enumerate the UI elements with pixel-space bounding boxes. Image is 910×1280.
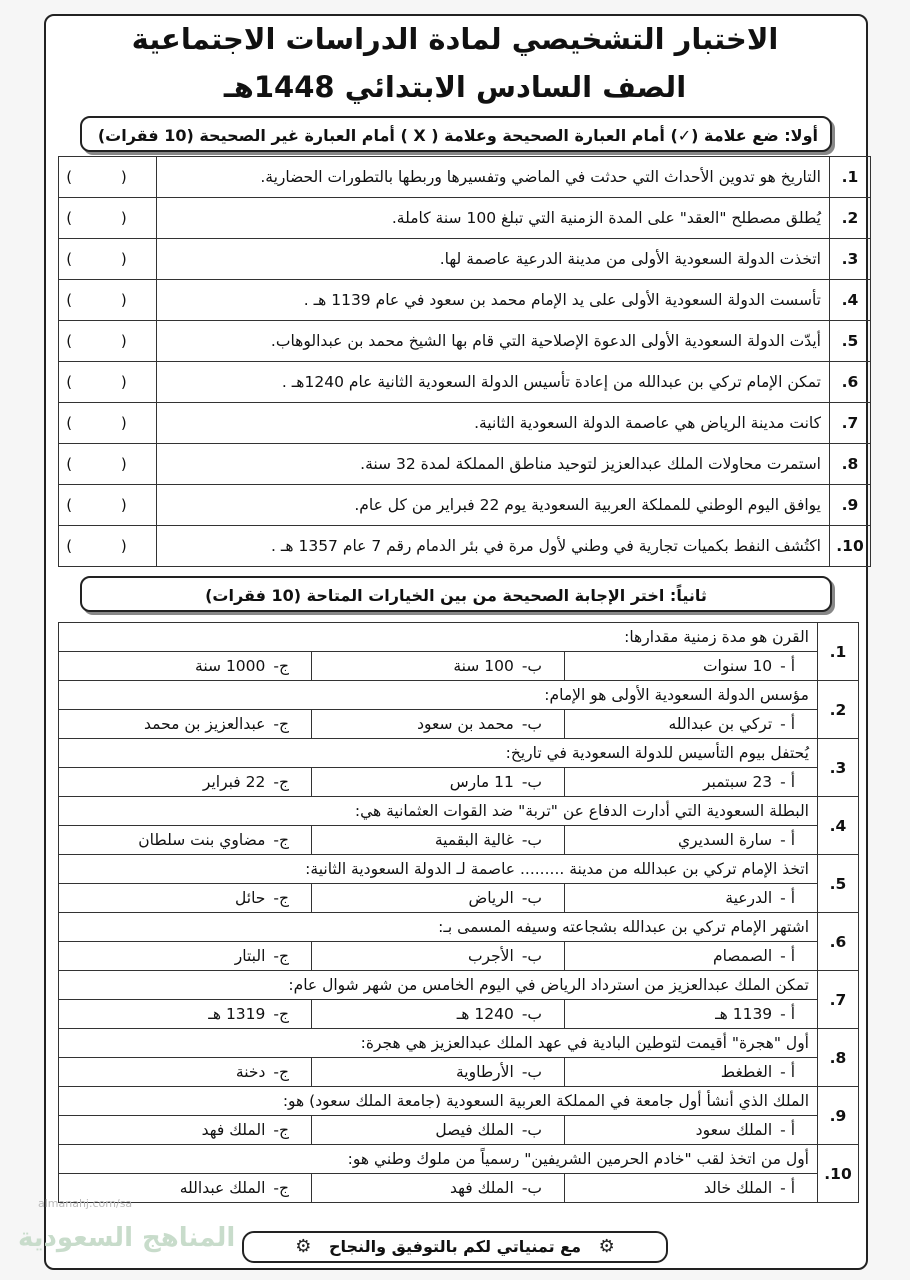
question-row: [59, 681, 859, 710]
question-row: [59, 1029, 859, 1058]
options-row: [59, 942, 859, 971]
option-text: 23 سبتمبر: [702, 773, 773, 791]
gear-icon: ⚙: [295, 1236, 312, 1257]
statement-row: [59, 157, 871, 198]
statement-row: [59, 239, 871, 280]
option-letter: ج-: [273, 1121, 289, 1139]
options-row: [59, 826, 859, 855]
section1-heading: أولا: ضع علامة (✓) أمام العبارة الصحيحة وعلامة ( X ) أمام العبارة غير الصحيحة (10 فقرات): [80, 116, 832, 152]
option-letter: ج-: [273, 947, 289, 965]
option-text: 100 سنة: [453, 657, 514, 675]
option-text: البتار: [234, 947, 266, 965]
answer-option[interactable]: [312, 652, 565, 681]
statement-text: أيدّت الدولة السعودية الأولى الدعوة الإصلاحية التي قام بها الشيخ محمد بن عبدالوهاب.: [157, 321, 830, 362]
answer-option[interactable]: [565, 768, 818, 797]
option-letter: أ -: [780, 831, 795, 849]
question-text: مؤسس الدولة السعودية الأولى هو الإمام:: [59, 681, 818, 710]
option-text: 1000 سنة: [195, 657, 266, 675]
question-number: 9.: [818, 1087, 859, 1145]
option-text: 10 سنوات: [702, 657, 773, 675]
options-row: [59, 1000, 859, 1029]
watermark-brand: المناهج السعودية: [18, 1223, 236, 1253]
statement-row: [59, 321, 871, 362]
option-letter: ب-: [521, 947, 542, 965]
answer-option[interactable]: [565, 1058, 818, 1087]
options-row: [59, 768, 859, 797]
option-text: الأجرب: [467, 947, 514, 965]
option-letter: ب-: [521, 773, 542, 791]
question-text: تمكن الملك عبدالعزيز من استرداد الرياض في اليوم الخامس من شهر شوال عام:: [59, 971, 818, 1000]
question-row: [59, 739, 859, 768]
answer-option[interactable]: [565, 826, 818, 855]
option-text: الملك سعود: [695, 1121, 773, 1139]
option-letter: أ -: [780, 715, 795, 733]
footer-banner: [242, 1231, 668, 1263]
option-text: حائل: [235, 889, 266, 907]
statement-number: 7.: [830, 403, 871, 444]
answer-option[interactable]: [312, 1058, 565, 1087]
statement-text: يُطلق مصطلح "العقد" على المدة الزمنية التي تبلغ 100 سنة كاملة.: [157, 198, 830, 239]
option-text: الملك فيصل: [435, 1121, 514, 1139]
question-row: [59, 971, 859, 1000]
option-letter: ج-: [273, 657, 289, 675]
question-number: 6.: [818, 913, 859, 971]
statement-row: [59, 403, 871, 444]
statement-row: [59, 444, 871, 485]
options-row: [59, 884, 859, 913]
answer-option[interactable]: [565, 710, 818, 739]
statement-row: [59, 362, 871, 403]
option-text: الدرعية: [725, 889, 773, 907]
answer-option[interactable]: [59, 826, 312, 855]
option-text: 22 فبراير: [202, 773, 266, 791]
question-text: أول "هجرة" أقيمت لتوطين البادية في عهد الملك عبدالعزيز هي هجرة:: [59, 1029, 818, 1058]
option-letter: ب-: [521, 1063, 542, 1081]
exam-subtitle: الصف السادس الابتدائي 1448هـ: [223, 70, 687, 104]
option-text: 1139 هـ: [715, 1005, 773, 1023]
footer-text: مع تمنياتي لكم بالتوفيق والنجاح: [328, 1237, 582, 1256]
question-text: يُحتفل بيوم التأسيس للدولة السعودية في تاريخ:: [59, 739, 818, 768]
section2-heading: ثانياً: اختر الإجابة الصحيحة من بين الخيارات المتاحة (10 فقرات): [80, 576, 832, 612]
option-text: دخنة: [235, 1063, 266, 1081]
option-letter: ب-: [521, 889, 542, 907]
option-letter: ج-: [273, 889, 289, 907]
question-text: أول من اتخذ لقب "خادم الحرمين الشريفين" رسمياً من ملوك وطني هو:: [59, 1145, 818, 1174]
answer-option[interactable]: [312, 884, 565, 913]
statement-text: تأسست الدولة السعودية الأولى على يد الإمام محمد بن سعود في عام 1139 هـ .: [157, 280, 830, 321]
option-text: 1240 هـ: [456, 1005, 514, 1023]
option-letter: ب-: [521, 715, 542, 733]
statement-number: 9.: [830, 485, 871, 526]
answer-option[interactable]: [565, 1116, 818, 1145]
answer-blank[interactable]: ( ): [59, 280, 157, 321]
answer-blank[interactable]: ( ): [59, 321, 157, 362]
answer-option[interactable]: [565, 1174, 818, 1203]
option-letter: أ -: [780, 773, 795, 791]
answer-blank[interactable]: ( ): [59, 403, 157, 444]
option-letter: أ -: [780, 889, 795, 907]
answer-option[interactable]: [59, 942, 312, 971]
answer-option[interactable]: [565, 942, 818, 971]
statement-number: 4.: [830, 280, 871, 321]
question-number: 5.: [818, 855, 859, 913]
answer-blank[interactable]: ( ): [59, 362, 157, 403]
option-text: الملك عبدالله: [179, 1179, 266, 1197]
option-text: الغطغط: [720, 1063, 773, 1081]
option-letter: ب-: [521, 657, 542, 675]
options-row: [59, 1058, 859, 1087]
options-row: [59, 1116, 859, 1145]
option-text: تركي بن عبدالله: [668, 715, 773, 733]
answer-blank[interactable]: ( ): [59, 239, 157, 280]
answer-blank[interactable]: ( ): [59, 444, 157, 485]
exam-title: الاختبار التشخيصي لمادة الدراسات الاجتماعية: [131, 22, 779, 56]
option-letter: أ -: [780, 1121, 795, 1139]
statement-row: [59, 526, 871, 567]
option-letter: أ -: [780, 1005, 795, 1023]
option-letter: ج-: [273, 715, 289, 733]
statement-text: يوافق اليوم الوطني للمملكة العربية السعودية يوم 22 فبراير من كل عام.: [157, 485, 830, 526]
option-letter: ب-: [521, 1179, 542, 1197]
question-number: 4.: [818, 797, 859, 855]
answer-option[interactable]: [59, 884, 312, 913]
option-text: سارة السديري: [677, 831, 773, 849]
statement-text: اتخذت الدولة السعودية الأولى من مدينة الدرعية عاصمة لها.: [157, 239, 830, 280]
question-row: [59, 797, 859, 826]
option-text: عبدالعزيز بن محمد: [144, 715, 266, 733]
option-letter: ج-: [273, 1063, 289, 1081]
option-text: الصمصام: [712, 947, 773, 965]
option-letter: أ -: [780, 657, 795, 675]
question-number: 10.: [818, 1145, 859, 1203]
statement-text: تمكن الإمام تركي بن عبدالله من إعادة تأسيس الدولة السعودية الثانية عام 1240هـ .: [157, 362, 830, 403]
statement-row: [59, 280, 871, 321]
statement-text: اكتُشف النفط بكميات تجارية في وطني لأول مرة في بئر الدمام رقم 7 عام 1357 هـ .: [157, 526, 830, 567]
answer-option[interactable]: [312, 942, 565, 971]
options-row: [59, 710, 859, 739]
option-text: الملك فهد: [450, 1179, 514, 1197]
answer-option[interactable]: [312, 1116, 565, 1145]
option-letter: أ -: [780, 947, 795, 965]
answer-option[interactable]: [312, 710, 565, 739]
question-row: [59, 913, 859, 942]
option-text: غالية البقمية: [434, 831, 514, 849]
answer-blank[interactable]: ( ): [59, 485, 157, 526]
answer-option[interactable]: [59, 652, 312, 681]
answer-option[interactable]: [565, 1000, 818, 1029]
option-letter: ج-: [273, 773, 289, 791]
question-row: [59, 855, 859, 884]
statement-number: 5.: [830, 321, 871, 362]
question-row: [59, 623, 859, 652]
answer-option[interactable]: [565, 884, 818, 913]
answer-blank[interactable]: ( ): [59, 157, 157, 198]
statement-text: كانت مدينة الرياض هي عاصمة الدولة السعودية الثانية.: [157, 403, 830, 444]
statement-text: التاريخ هو تدوين الأحداث التي حدثت في الماضي وتفسيرها وربطها بالتطورات الحضارية.: [157, 157, 830, 198]
question-number: 1.: [818, 623, 859, 681]
option-letter: ج-: [273, 1179, 289, 1197]
question-text: البطلة السعودية التي أدارت الدفاع عن "تربة" ضد القوات العثمانية هي:: [59, 797, 818, 826]
option-letter: أ -: [780, 1179, 795, 1197]
option-letter: ب-: [521, 1005, 542, 1023]
watermark: [18, 1197, 248, 1269]
answer-option[interactable]: [312, 768, 565, 797]
answer-option[interactable]: [59, 1000, 312, 1029]
true-false-table: [58, 156, 871, 567]
statement-number: 6.: [830, 362, 871, 403]
answer-option[interactable]: [312, 1174, 565, 1203]
multiple-choice-table: [58, 622, 859, 1203]
statement-number: 2.: [830, 198, 871, 239]
option-text: 1319 هـ: [208, 1005, 266, 1023]
statement-text: استمرت محاولات الملك عبدالعزيز لتوحيد مناطق المملكة لمدة 32 سنة.: [157, 444, 830, 485]
answer-option[interactable]: [59, 1116, 312, 1145]
option-letter: ب-: [521, 831, 542, 849]
answer-option[interactable]: [59, 710, 312, 739]
question-text: اتخذ الإمام تركي بن عبدالله من مدينة ......... عاصمة لـ الدولة السعودية الثانية:: [59, 855, 818, 884]
option-text: مضاوي بنت سلطان: [138, 831, 266, 849]
option-letter: ج-: [273, 831, 289, 849]
question-number: 8.: [818, 1029, 859, 1087]
statement-number: 8.: [830, 444, 871, 485]
question-text: الملك الذي أنشأ أول جامعة في المملكة العربية السعودية (جامعة الملك سعود) هو:: [59, 1087, 818, 1116]
question-number: 3.: [818, 739, 859, 797]
answer-blank[interactable]: ( ): [59, 198, 157, 239]
gear-icon: ⚙: [598, 1236, 615, 1257]
statement-row: [59, 198, 871, 239]
option-letter: ب-: [521, 1121, 542, 1139]
option-letter: أ -: [780, 1063, 795, 1081]
statement-row: [59, 485, 871, 526]
option-text: الملك فهد: [201, 1121, 266, 1139]
option-text: الملك خالد: [703, 1179, 773, 1197]
option-text: 11 مارس: [449, 773, 514, 791]
options-row: [59, 652, 859, 681]
question-row: [59, 1087, 859, 1116]
answer-option[interactable]: [59, 768, 312, 797]
option-text: محمد بن سعود: [417, 715, 514, 733]
statement-number: 3.: [830, 239, 871, 280]
option-text: الأرطاوية: [456, 1063, 514, 1081]
question-text: القرن هو مدة زمنية مقدارها:: [59, 623, 818, 652]
question-number: 2.: [818, 681, 859, 739]
question-number: 7.: [818, 971, 859, 1029]
option-letter: ج-: [273, 1005, 289, 1023]
question-row: [59, 1145, 859, 1174]
option-text: الرياض: [468, 889, 514, 907]
statement-number: 10.: [830, 526, 871, 567]
answer-option[interactable]: [59, 1058, 312, 1087]
answer-option[interactable]: [312, 826, 565, 855]
answer-option[interactable]: [312, 1000, 565, 1029]
statement-number: 1.: [830, 157, 871, 198]
watermark-url: almanahj.com/sa: [38, 1197, 133, 1210]
question-text: اشتهر الإمام تركي بن عبدالله بشجاعته وسيفه المسمى بـ:: [59, 913, 818, 942]
answer-option[interactable]: [565, 652, 818, 681]
answer-blank[interactable]: ( ): [59, 526, 157, 567]
